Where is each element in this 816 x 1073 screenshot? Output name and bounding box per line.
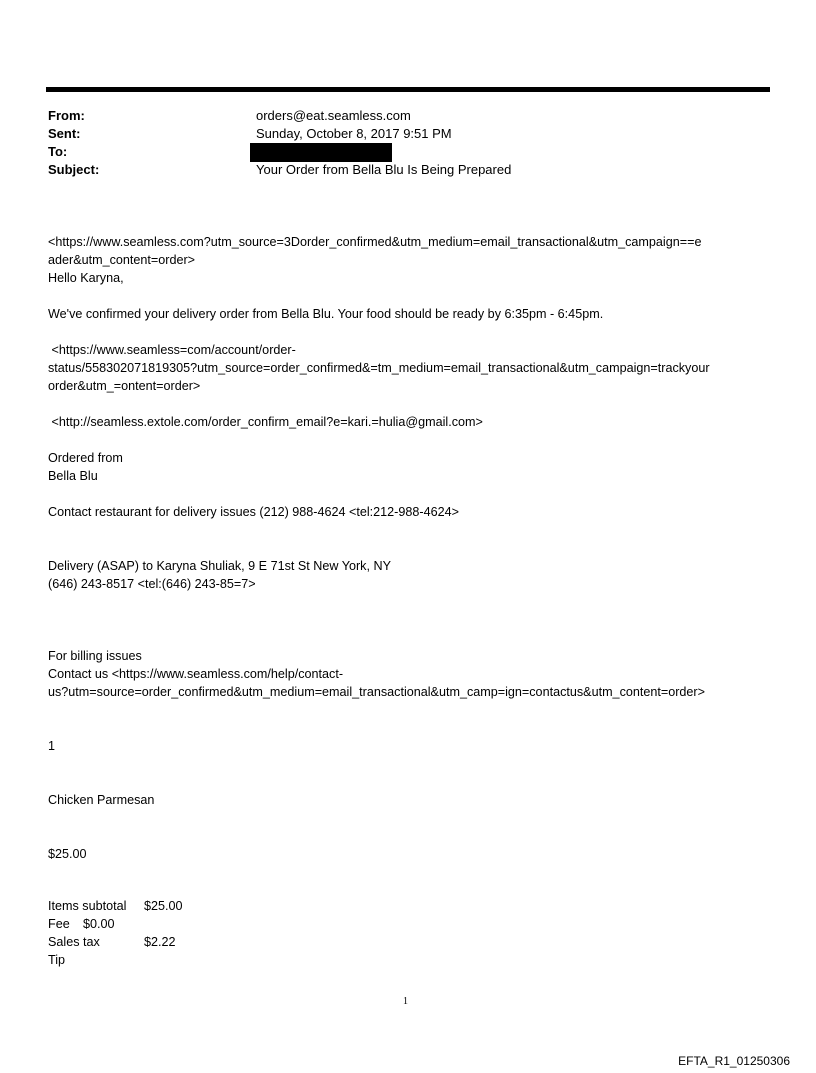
- order-status-link-line2[interactable]: status/558302071819305?utm_source=order_confirmed&=tm_medium=email_transactional&utm_campaign=trackyour: [48, 361, 710, 375]
- tip-label: Tip: [48, 953, 66, 967]
- subtotal-value: $25.00: [144, 899, 183, 913]
- page-number: 1: [403, 996, 408, 1007]
- tax-label: Sales tax: [48, 935, 100, 949]
- delivery-phone: (646) 243-8517 <tel:(646) 243-85=7>: [48, 577, 256, 591]
- header-rule: [46, 87, 770, 92]
- subject-label: Subject:: [48, 162, 100, 177]
- subtotal-label: Items subtotal: [48, 899, 127, 913]
- delivery-address: Delivery (ASAP) to Karyna Shuliak, 9 E 71st St New York, NY: [48, 559, 391, 573]
- from-value: orders@eat.seamless.com: [256, 108, 411, 123]
- to-label: To:: [48, 144, 68, 159]
- order-status-link-line3[interactable]: order&utm_=ontent=order>: [48, 379, 201, 393]
- billing-label: For billing issues: [48, 649, 142, 663]
- sent-value: Sunday, October 8, 2017 9:51 PM: [256, 126, 452, 141]
- subject-value: Your Order from Bella Blu Is Being Prepared: [256, 162, 512, 177]
- from-label: From:: [48, 108, 85, 123]
- item-price: $25.00: [48, 847, 87, 861]
- item-quantity: 1: [48, 739, 56, 753]
- fee-value: $0.00: [83, 917, 115, 931]
- header-link-line2[interactable]: ader&utm_content=order>: [48, 253, 196, 267]
- fee-label: Fee: [48, 917, 70, 931]
- item-name: Chicken Parmesan: [48, 793, 155, 807]
- greeting: Hello Karyna,: [48, 271, 124, 285]
- order-status-link-line1[interactable]: <https://www.seamless=com/account/order-: [48, 343, 296, 357]
- tax-value: $2.22: [144, 935, 176, 949]
- confirmation-text: We've confirmed your delivery order from Bella Blu. Your food should be ready by 6:35pm - 6:45pm.: [48, 307, 604, 321]
- sent-label: Sent:: [48, 126, 81, 141]
- header-link-line1[interactable]: <https://www.seamless.com?utm_source=3Dorder_confirmed&utm_medium=email_transactional&utm_campaign==e: [48, 235, 702, 249]
- contact-us-line1[interactable]: Contact us <https://www.seamless.com/help/contact-: [48, 667, 344, 681]
- contact-restaurant: Contact restaurant for delivery issues (212) 988-4624 <tel:212-988-4624>: [48, 505, 459, 519]
- extole-link[interactable]: <http://seamless.extole.com/order_confirm_email?e=kari.=hulia@gmail.com>: [48, 415, 483, 429]
- redaction-box: [250, 143, 392, 162]
- ordered-from-label: Ordered from: [48, 451, 123, 465]
- contact-us-line2[interactable]: us?utm=source=order_confirmed&utm_medium=email_transactional&utm_camp=ign=contactus&utm_content=order>: [48, 685, 705, 699]
- restaurant-name: Bella Blu: [48, 469, 98, 483]
- bates-number: EFTA_R1_01250306: [678, 1054, 790, 1068]
